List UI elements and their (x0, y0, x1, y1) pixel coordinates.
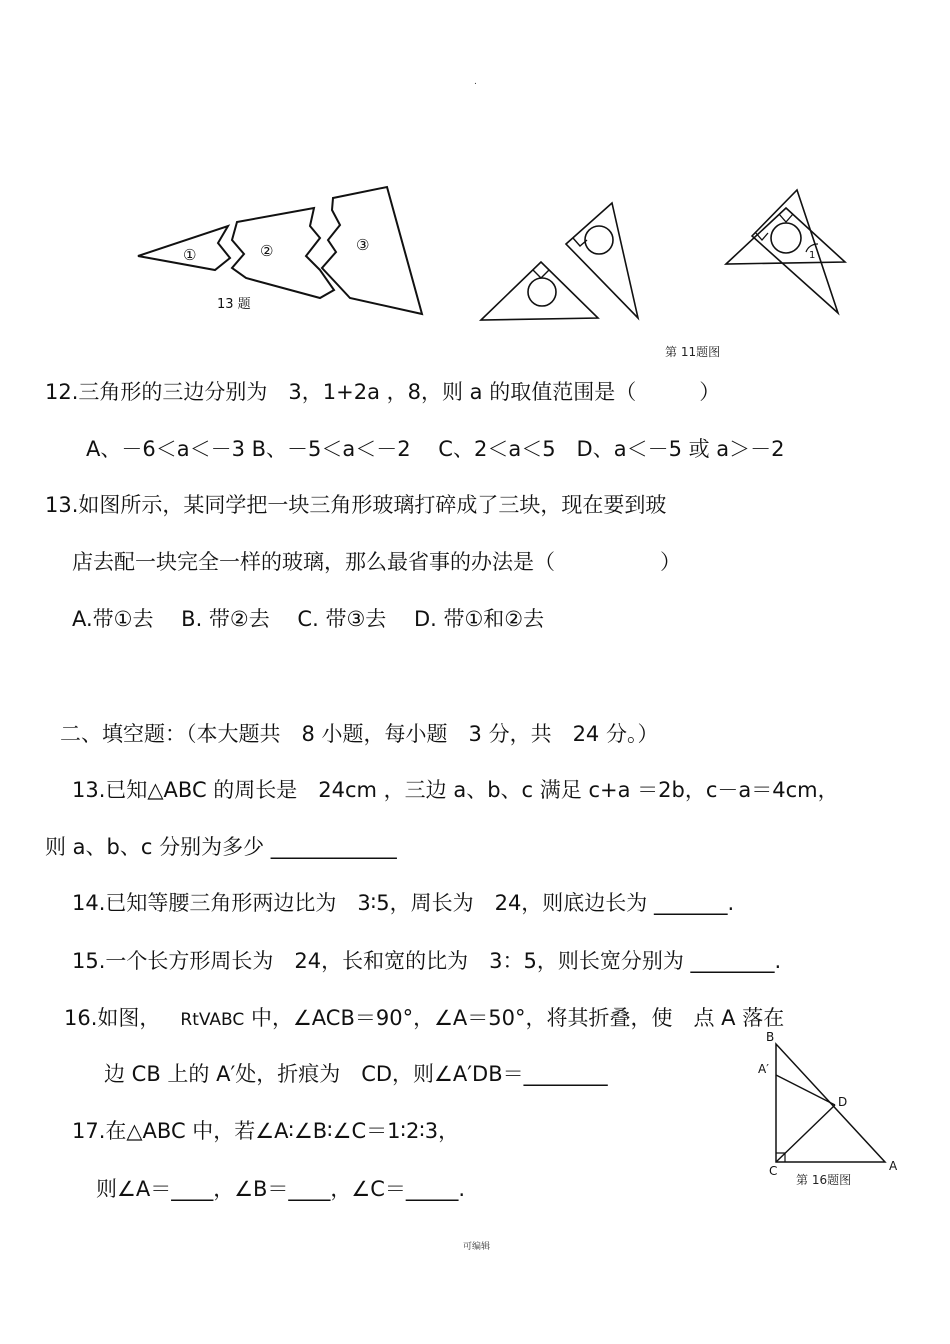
fig16-label-D: D (838, 1095, 848, 1109)
figure-13-caption: 13 题 (217, 297, 251, 312)
q17-line2: 则∠A＝____，∠B＝____，∠C＝_____. (96, 1177, 466, 1201)
angle-1-label: 1 (809, 250, 816, 261)
fig16-caption: 第 16题图 (796, 1173, 852, 1187)
figure-11-caption: 第 11题图 (665, 345, 721, 359)
q13-choice-line1: 13.如图所示，某同学把一块三角形玻璃打碎成了三块，现在要到玻 (45, 493, 667, 517)
q15-text: 15.一个长方形周长为 24，长和宽的比为 3：5，则长宽分别为 ________. (72, 949, 782, 973)
fig16-label-C: C (769, 1164, 778, 1178)
q17-line1: 17.在△ABC 中，若∠A∶∠B∶∠C＝1∶2∶3， (72, 1119, 460, 1143)
fig16-label-B: B (766, 1030, 775, 1044)
q16-rt-triangle: RtVABC (180, 1010, 245, 1030)
q13-choice-options: A.带①去 B. 带②去 C. 带③去 D. 带①和②去 (72, 607, 545, 631)
fig16-label-A: A (889, 1159, 898, 1173)
q13-choice-line2: 店去配一块完全一样的玻璃，那么最省事的办法是（ ） (72, 550, 681, 574)
footer-editable-note: 可编辑 (463, 1242, 491, 1252)
q12-options: A、－6＜a＜－3 B、－5＜a＜－2 C、2＜a＜5 D、a＜－5 或 a＞－2 (86, 437, 785, 461)
piece-3-label: ③ (356, 236, 370, 254)
q13-fill-line2: 则 a、b、c 分别为多少 ____________ (45, 835, 397, 859)
q12-stem: 12.三角形的三边分别为 3，1+2a ，8，则 a 的取值范围是（ ） (45, 380, 721, 404)
q16-prefix: 16.如图， (64, 1006, 161, 1030)
header-dot: . (474, 77, 477, 87)
q13-fill-line1: 13.已知△ABC 的周长是 24cm ，三边 a、b、c 满足 c+a ＝2b，c－a＝4cm， (72, 778, 839, 802)
piece-1-label: ① (183, 246, 197, 264)
piece-2-label: ② (260, 242, 274, 260)
q14-text: 14.已知等腰三角形两边比为 3∶5，周长为 24，则底边长为 _______. (72, 891, 735, 915)
section-2-heading: 二、填空题：（本大题共 8 小题，每小题 3 分，共 24 分。） (60, 722, 659, 746)
fig16-label-Aprime: A′ (758, 1062, 769, 1076)
q16-rest: 中，∠ACB＝90°，∠A＝50°，将其折叠，使 点 A 落在 (244, 1006, 785, 1030)
q16-line2: 边 CB 上的 A′处，折痕为 CD，则∠A′DB＝________ (104, 1062, 608, 1086)
